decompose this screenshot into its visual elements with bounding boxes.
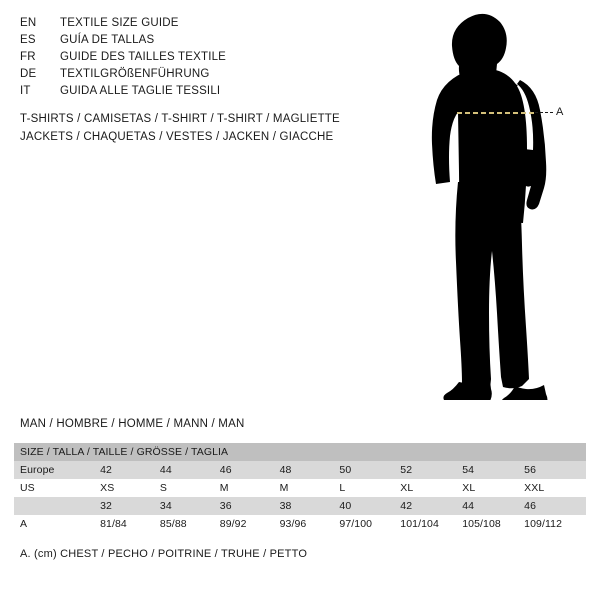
- cell: L: [339, 482, 346, 494]
- language-row: [20, 66, 380, 83]
- cell: 34: [159, 500, 172, 512]
- cell: 109/112: [524, 518, 563, 530]
- male-figure-illustration: [400, 10, 590, 400]
- category-line: T-SHIRTS / CAMISETAS / T-SHIRT / T-SHIRT / MAGLIETTE: [20, 113, 340, 125]
- cell: M: [279, 482, 289, 494]
- cell: 46: [524, 500, 537, 512]
- language-row: [20, 49, 380, 66]
- language-text: GUIDE DES TAILLES TEXTILE: [60, 51, 227, 63]
- cell: 105/108: [462, 518, 501, 530]
- cell: 42: [100, 464, 112, 476]
- language-text: TEXTILGRÖßENFÜHRUNG: [60, 68, 210, 80]
- measure-connector-line: [535, 112, 553, 113]
- language-row: [20, 83, 380, 100]
- cell: XXL: [524, 482, 545, 494]
- language-row: [20, 15, 380, 32]
- cell: XL: [400, 482, 414, 494]
- size-table: [14, 443, 586, 533]
- cell: 81/84: [100, 518, 127, 530]
- cell: 93/96: [279, 518, 307, 530]
- cell: 44: [159, 464, 172, 476]
- row-label: Europe: [20, 464, 55, 476]
- language-text: TEXTILE SIZE GUIDE: [60, 17, 179, 29]
- language-row: [20, 32, 380, 49]
- cell: 89/92: [219, 518, 247, 530]
- language-text: GUÍA DE TALLAS: [60, 34, 155, 46]
- table-row: [14, 479, 586, 497]
- row-label: A: [20, 518, 28, 530]
- language-list: [20, 15, 380, 100]
- cell: 97/100: [339, 518, 373, 530]
- table-title: MAN / HOMBRE / HOMME / MANN / MAN: [20, 418, 245, 430]
- cell: M: [219, 482, 229, 494]
- cell: 44: [462, 500, 475, 512]
- footnote: A. (cm) CHEST / PECHO / POITRINE / TRUHE / PETTO: [20, 548, 308, 560]
- category-list: [20, 110, 440, 146]
- language-text: GUIDA ALLE TAGLIE TESSILI: [60, 85, 221, 97]
- row-label: US: [20, 482, 35, 494]
- table-header-label: SIZE / TALLA / TAILLE / GRÖSSE / TAGLIA: [20, 446, 229, 458]
- category-line: JACKETS / CHAQUETAS / VESTES / JACKEN / GIACCHE: [20, 131, 334, 143]
- cell: 52: [400, 464, 413, 476]
- language-code: FR: [20, 51, 36, 63]
- cell: 36: [219, 500, 232, 512]
- cell: 54: [462, 464, 475, 476]
- cell: 48: [279, 464, 292, 476]
- cell: 85/88: [159, 518, 187, 530]
- cell: 101/104: [400, 518, 439, 530]
- table-row: [14, 497, 586, 515]
- language-code: ES: [20, 34, 36, 46]
- language-code: EN: [20, 17, 37, 29]
- table-header-row: [14, 443, 586, 461]
- cell: 46: [219, 464, 232, 476]
- measure-label-a: A: [556, 106, 564, 118]
- cell: XS: [100, 482, 115, 494]
- language-code: IT: [20, 85, 31, 97]
- cell: XL: [462, 482, 476, 494]
- table-row: [14, 461, 586, 479]
- cell: 42: [400, 500, 413, 512]
- cell: 38: [279, 500, 292, 512]
- cell: 50: [339, 464, 352, 476]
- cell: 32: [100, 500, 112, 512]
- cell: 56: [524, 464, 537, 476]
- cell: S: [159, 482, 168, 494]
- table-row: [14, 515, 586, 533]
- cell: 40: [339, 500, 352, 512]
- row-label: [14, 497, 100, 515]
- language-code: DE: [20, 68, 37, 80]
